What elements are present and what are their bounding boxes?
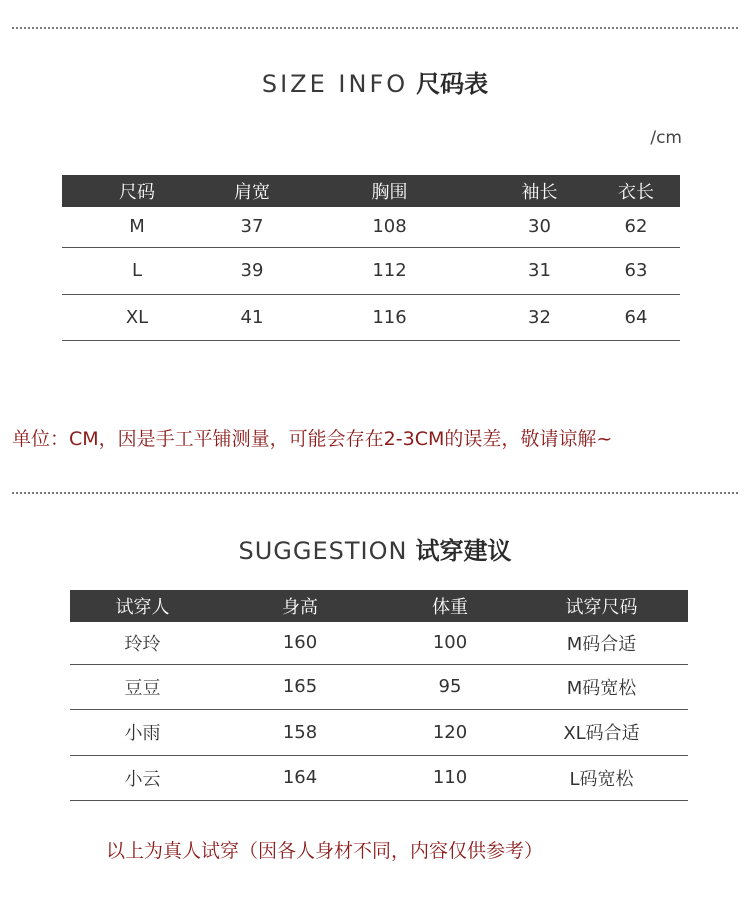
tester-cell: 小云 xyxy=(70,755,215,800)
tester-cell: 玲玲 xyxy=(70,622,215,664)
size-header-cell: 袖长 xyxy=(487,175,592,207)
suggestion-table-header xyxy=(70,590,688,622)
table-row xyxy=(70,664,688,709)
weight-cell: 110 xyxy=(385,755,515,800)
table-row xyxy=(70,755,688,800)
shoulder-cell: 41 xyxy=(212,294,292,340)
size-header-cell: 肩宽 xyxy=(212,175,292,207)
fit-cell: M码合适 xyxy=(515,622,688,664)
size-info-title-en: SIZE INFO xyxy=(261,70,409,98)
table-row xyxy=(62,207,680,247)
chest-cell: 108 xyxy=(292,207,487,247)
suggestion-title-cn: 试穿建议 xyxy=(415,537,512,565)
suggestion-header-cell: 试穿尺码 xyxy=(515,590,688,622)
shoulder-cell: 39 xyxy=(212,247,292,294)
length-cell: 62 xyxy=(592,207,680,247)
length-cell: 63 xyxy=(592,247,680,294)
length-cell: 64 xyxy=(592,294,680,340)
weight-cell: 95 xyxy=(385,664,515,709)
suggestion-header-cell: 身高 xyxy=(215,590,385,622)
sleeve-cell: 30 xyxy=(487,207,592,247)
table-row xyxy=(62,294,680,340)
suggestion-header-cell: 体重 xyxy=(385,590,515,622)
suggestion-header-cell: 试穿人 xyxy=(70,590,215,622)
size-header-cell: 尺码 xyxy=(62,175,212,207)
weight-cell: 100 xyxy=(385,622,515,664)
size-header-cell: 胸围 xyxy=(292,175,487,207)
top-dotted-divider xyxy=(12,27,738,29)
height-cell: 158 xyxy=(215,709,385,755)
table-row xyxy=(70,622,688,664)
tester-cell: 小雨 xyxy=(70,709,215,755)
height-cell: 165 xyxy=(215,664,385,709)
height-cell: 164 xyxy=(215,755,385,800)
table-row xyxy=(70,709,688,755)
size-info-title xyxy=(0,64,750,99)
suggestion-title-en: SUGGESTION xyxy=(238,537,408,565)
size-table xyxy=(62,175,680,341)
size-cell: L xyxy=(62,247,212,294)
tryon-note: 以上为真人试穿（因各人身材不同，内容仅供参考） xyxy=(106,840,544,862)
fit-cell: M码宽松 xyxy=(515,664,688,709)
size-cell: XL xyxy=(62,294,212,340)
table-row xyxy=(62,247,680,294)
middle-dotted-divider xyxy=(12,492,738,494)
size-header-cell: 衣长 xyxy=(592,175,680,207)
weight-cell: 120 xyxy=(385,709,515,755)
height-cell: 160 xyxy=(215,622,385,664)
fit-cell: XL码合适 xyxy=(515,709,688,755)
tester-cell: 豆豆 xyxy=(70,664,215,709)
size-info-title-cn: 尺码表 xyxy=(416,70,489,98)
unit-label: /cm xyxy=(650,128,682,148)
fit-cell: L码宽松 xyxy=(515,755,688,800)
measurement-note: 单位：CM，因是手工平铺测量，可能会存在2-3CM的误差，敬请谅解~ xyxy=(12,428,613,450)
size-cell: M xyxy=(62,207,212,247)
suggestion-table xyxy=(70,590,688,801)
suggestion-title xyxy=(0,531,750,566)
size-table-header xyxy=(62,175,680,207)
sleeve-cell: 32 xyxy=(487,294,592,340)
chest-cell: 112 xyxy=(292,247,487,294)
chest-cell: 116 xyxy=(292,294,487,340)
sleeve-cell: 31 xyxy=(487,247,592,294)
shoulder-cell: 37 xyxy=(212,207,292,247)
